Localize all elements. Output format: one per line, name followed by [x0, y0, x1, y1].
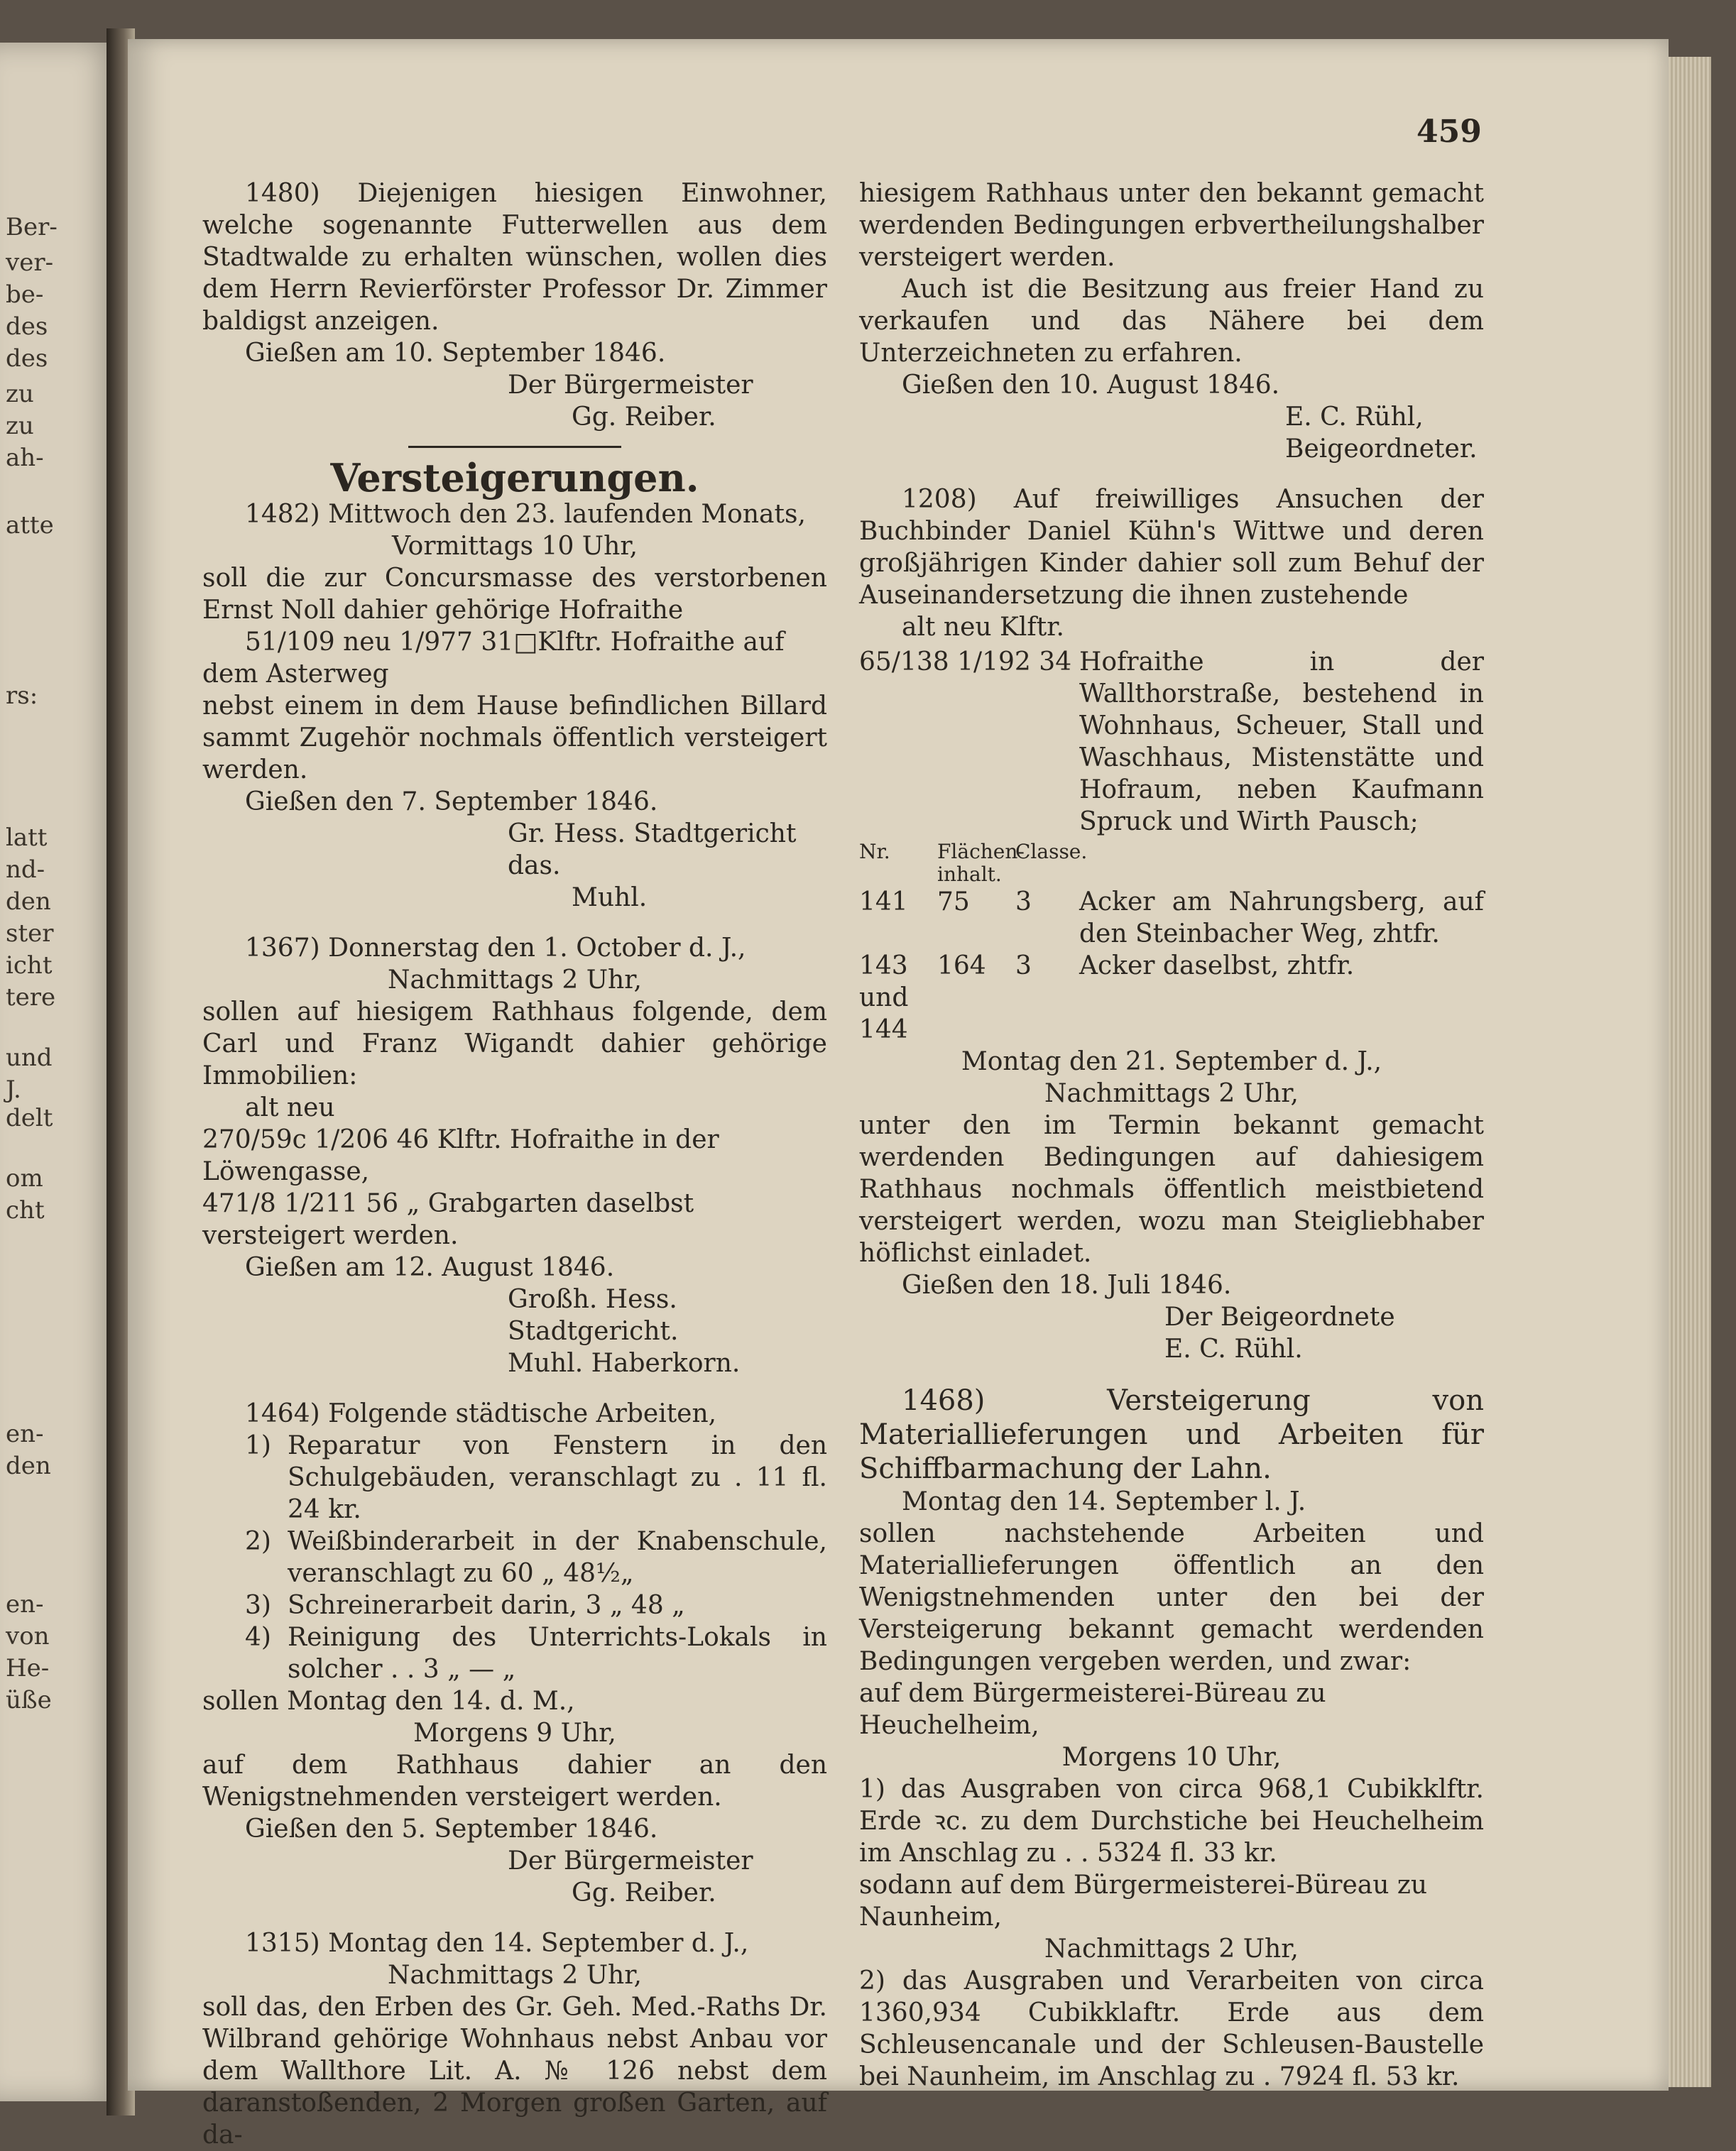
- lot-header: alt neu: [245, 1093, 335, 1122]
- notice-time: Nachmittags 2 Uhr,: [1044, 1934, 1299, 1964]
- notice-time: Vormittags 10 Uhr,: [391, 532, 638, 561]
- lot-line: 471/8 1/211 56 „ Grabgarten daselbst: [202, 1189, 694, 1218]
- notice-text: soll die zur Concursmasse des verstorbenen Ernst Noll dahier gehörige Hofraithe: [202, 564, 827, 625]
- left-page-fragment: nd-: [6, 855, 45, 884]
- notice-date-line: 1482) Mittwoch den 23. laufenden Monats,: [245, 500, 806, 529]
- left-column: [202, 177, 827, 2151]
- item-number: 1): [245, 1431, 271, 1460]
- notice-text: hiesigem Rathhaus unter den bekannt gemacht werdenden Bedingungen erbvertheilungshalber versteigert werden.: [859, 179, 1484, 272]
- signature-title: Großh. Hess. Stadtgericht.: [508, 1285, 679, 1346]
- signature-name: E. C. Rühl.: [1164, 1335, 1303, 1364]
- left-page-fragment: zu: [6, 380, 34, 408]
- table-row: [859, 886, 1484, 950]
- table-row: [859, 950, 1484, 1046]
- notice-text: versteigert werden.: [202, 1221, 459, 1250]
- notice-1468: [859, 1384, 1484, 2093]
- left-page-fragment: tere: [6, 983, 56, 1012]
- notice-date-line: Montag den 21. September d. J.,: [961, 1047, 1382, 1076]
- left-page-fragment: den: [6, 887, 51, 916]
- cell-nr: 143 und 144: [859, 951, 909, 1044]
- left-page-fragment: Ber-: [6, 213, 58, 241]
- left-page-fragment: cht: [6, 1196, 45, 1225]
- signature-name: Gg. Reiber.: [572, 1878, 716, 1908]
- list-item: [245, 1589, 827, 1621]
- page-stack-edge: [1669, 57, 1711, 2087]
- item-text: Schreinerarbeit darin, 3 „ 48 „: [288, 1591, 685, 1620]
- left-page-fragment: en-: [6, 1590, 44, 1619]
- notice-title: 1468) Versteigerung von Materiallieferungen und Arbeiten für Schiffbarmachung der Lahn.: [859, 1384, 1484, 1485]
- signature-title: Gr. Hess. Stadtgericht das.: [508, 819, 797, 880]
- col-header-class: Classe.: [1015, 840, 1088, 863]
- left-page-fragment: en-: [6, 1420, 44, 1448]
- lot-description: Hofraithe in der Wallthorstraße, bestehend in Wohnhaus, Scheuer, Stall und Waschhaus, Mistenstätte und Hofraum, neben Kaufmann Spruck und Wirth Pausch;: [1079, 647, 1484, 836]
- notice-date-line: Montag den 14. September l. J.: [902, 1487, 1306, 1516]
- notice-date: Gießen am 10. September 1846.: [245, 339, 666, 368]
- notice-1315-continued: [859, 177, 1484, 465]
- notice-text: unter den im Termin bekannt gemacht werdenden Bedingungen auf dahiesigem Rathhaus nochmals öffentlich meistbietend versteigert werden, wozu man Steigliebhaber höflichst einladet.: [859, 1111, 1484, 1268]
- notice-date: Gießen den 10. August 1846.: [902, 371, 1280, 400]
- list-item: [245, 1430, 827, 1526]
- col-header-area: Flächen-inhalt.: [937, 840, 1025, 886]
- left-page-fragment: zu: [6, 412, 34, 440]
- section-heading: Versteigerungen.: [330, 455, 699, 500]
- left-page-fragment: rs:: [6, 682, 38, 710]
- signature-title: Der Bürgermeister: [508, 371, 753, 400]
- signature-name: E. C. Rühl,: [1285, 403, 1424, 432]
- location-line: sodann auf dem Bürgermeisterei-Büreau zu Naunheim,: [859, 1871, 1428, 1932]
- notice-date: Gießen am 12. August 1846.: [245, 1253, 615, 1282]
- left-page-fragment: ver-: [6, 248, 54, 277]
- cell-class: 3: [1015, 951, 1032, 980]
- item-number: 2): [245, 1527, 271, 1556]
- lot-header: alt neu Klftr.: [902, 613, 1064, 642]
- notice-date-line: sollen Montag den 14. d. M.,: [202, 1687, 575, 1716]
- work-item: 2) das Ausgraben und Verarbeiten von circa 1360,934 Cubikklaftr. Erde aus dem Schleusencanale und der Schleusen-Baustelle bei Naunheim, im Anschlag zu . 7924 fl. 53 kr.: [859, 1966, 1484, 2091]
- cell-nr: 141: [859, 887, 908, 916]
- notice-1464: [202, 1398, 827, 1909]
- notice-date-line: 1367) Donnerstag den 1. October d. J.,: [245, 934, 746, 963]
- notice-date-line: 1315) Montag den 14. September d. J.,: [245, 1929, 749, 1958]
- works-list: [202, 1430, 827, 1685]
- notice-text: soll das, den Erben des Gr. Geh. Med.-Raths Dr. Wilbrand gehörige Wohnhaus nebst Anbau vor dem Wallthore Lit. A. № 126 nebst dem daranstoßenden, 2 Morgen großen Garten, auf da-: [202, 1993, 827, 2150]
- col-header-nr: Nr.: [859, 840, 890, 863]
- signature-name: Muhl.: [572, 883, 648, 912]
- signature-title: Der Bürgermeister: [508, 1846, 753, 1876]
- section-rule: [408, 446, 621, 448]
- signature-name: Muhl. Haberkorn.: [508, 1349, 741, 1378]
- cell-description: Acker am Nahrungsberg, auf den Steinbacher Weg, zhtfr.: [1079, 887, 1484, 948]
- notice-time: Nachmittags 2 Uhr,: [388, 1961, 642, 1990]
- lot-numbers: 65/138 1/192 34: [859, 647, 1072, 677]
- notice-text: sollen nachstehende Arbeiten und Materiallieferungen öffentlich an den Wenigstnehmenden unter den bei der Versteigerung bekannt gemacht werdenden Bedingungen vergeben werden, und zwar:: [859, 1519, 1484, 1676]
- notice-text: auf dem Rathhaus dahier an den Wenigstnehmenden versteigert werden.: [202, 1751, 827, 1812]
- page-number: 459: [1416, 114, 1482, 150]
- left-page-fragment: icht: [6, 951, 53, 980]
- left-page-fragment: ster: [6, 919, 54, 948]
- signature-name: Gg. Reiber.: [572, 403, 716, 432]
- notice-title: 1464) Folgende städtische Arbeiten,: [245, 1399, 717, 1428]
- notice-date: Gießen den 18. Juli 1846.: [902, 1271, 1232, 1300]
- item-text: Weißbinderarbeit in der Knabenschule, veranschlagt zu 60 „ 48½„: [288, 1527, 827, 1588]
- left-page-fragment: des: [6, 312, 48, 341]
- left-page-fragment: He-: [6, 1654, 50, 1682]
- cell-area: 75: [937, 887, 970, 916]
- notice-date: Gießen den 5. September 1846.: [245, 1815, 658, 1844]
- list-item: [245, 1621, 827, 1685]
- notice-time: Morgens 9 Uhr,: [413, 1719, 616, 1748]
- item-number: 3): [245, 1591, 271, 1620]
- left-page-fragment: von: [6, 1622, 50, 1651]
- lot-row: [859, 646, 1484, 838]
- notice-date: Gießen den 7. September 1846.: [245, 787, 658, 816]
- list-item: [245, 1526, 827, 1589]
- item-number: 4): [245, 1623, 271, 1652]
- left-page-fragment: des: [6, 344, 48, 373]
- left-page-fragment: üße: [6, 1686, 52, 1714]
- notice-text: sollen auf hiesigem Rathhaus folgende, dem Carl und Franz Wigandt dahier gehörige Immobilien:: [202, 997, 827, 1090]
- notice-time: Nachmittags 2 Uhr,: [388, 965, 642, 995]
- right-column: [859, 177, 1484, 2093]
- notice-text: nebst einem in dem Hause befindlichen Billard sammt Zugehör nochmals öffentlich versteigert werden.: [202, 691, 827, 784]
- lot-line: 270/59c 1/206 46 Klftr. Hofraithe in der Löwengasse,: [202, 1125, 719, 1186]
- left-page-fragment: J.: [6, 1076, 21, 1104]
- notice-1315: [202, 1927, 827, 2151]
- left-page-fragment: ah-: [6, 444, 44, 472]
- left-page-fragment: atte: [6, 511, 54, 540]
- notice-time: Morgens 10 Uhr,: [1061, 1743, 1282, 1772]
- item-text: Reinigung des Unterrichts-Lokals in solcher . . 3 „ — „: [288, 1623, 827, 1684]
- notice-text: 1480) Diejenigen hiesigen Einwohner, welche sogenannte Futterwellen aus dem Stadtwalde zu erhalten wünschen, wollen dies dem Herrn Revierförster Professor Dr. Zimmer baldigst anzeigen.: [202, 179, 827, 336]
- cell-class: 3: [1015, 887, 1032, 916]
- left-page-fragment: und: [6, 1044, 53, 1072]
- item-text: Reparatur von Fenstern in den Schulgebäuden, veranschlagt zu . 11 fl. 24 kr.: [288, 1431, 827, 1524]
- left-page-fragment: den: [6, 1452, 51, 1480]
- notice-text: Auch ist die Besitzung aus freier Hand zu verkaufen und das Nähere bei dem Unterzeichneten zu erfahren.: [859, 275, 1484, 368]
- left-page-fragment: be-: [6, 280, 44, 309]
- cell-description: Acker daselbst, zhtfr.: [1079, 951, 1355, 980]
- left-page-fragment: delt: [6, 1104, 53, 1132]
- work-item: 1) das Ausgraben von circa 968,1 Cubikklftr. Erde ꝛc. zu dem Durchstiche bei Heuchelheim im Anschlag zu . . 5324 fl. 33 kr.: [859, 1775, 1484, 1868]
- notice-1482: [202, 498, 827, 914]
- left-page-fragment: latt: [6, 823, 48, 852]
- signature-title: Der Beigeordnete: [1164, 1303, 1395, 1332]
- lot-line: 51/109 neu 1/977 31□Klftr. Hofraithe auf dem Asterweg: [202, 628, 785, 689]
- table-header: [859, 841, 1484, 886]
- signature-title: Beigeordneter.: [1285, 434, 1478, 464]
- notice-time: Nachmittags 2 Uhr,: [1044, 1079, 1299, 1108]
- notice-1480: [202, 177, 827, 433]
- location-line: auf dem Bürgermeisterei-Büreau zu Heuchelheim,: [859, 1679, 1326, 1740]
- notice-1367: [202, 932, 827, 1379]
- cell-area: 164: [937, 951, 986, 980]
- left-page-fragment: om: [6, 1164, 43, 1193]
- notice-1208: [859, 483, 1484, 1365]
- notice-text: 1208) Auf freiwilliges Ansuchen der Buchbinder Daniel Kühn's Wittwe und deren großjährigen Kinder dahier soll zum Behuf der Auseinandersetzung die ihnen zustehende: [859, 485, 1484, 610]
